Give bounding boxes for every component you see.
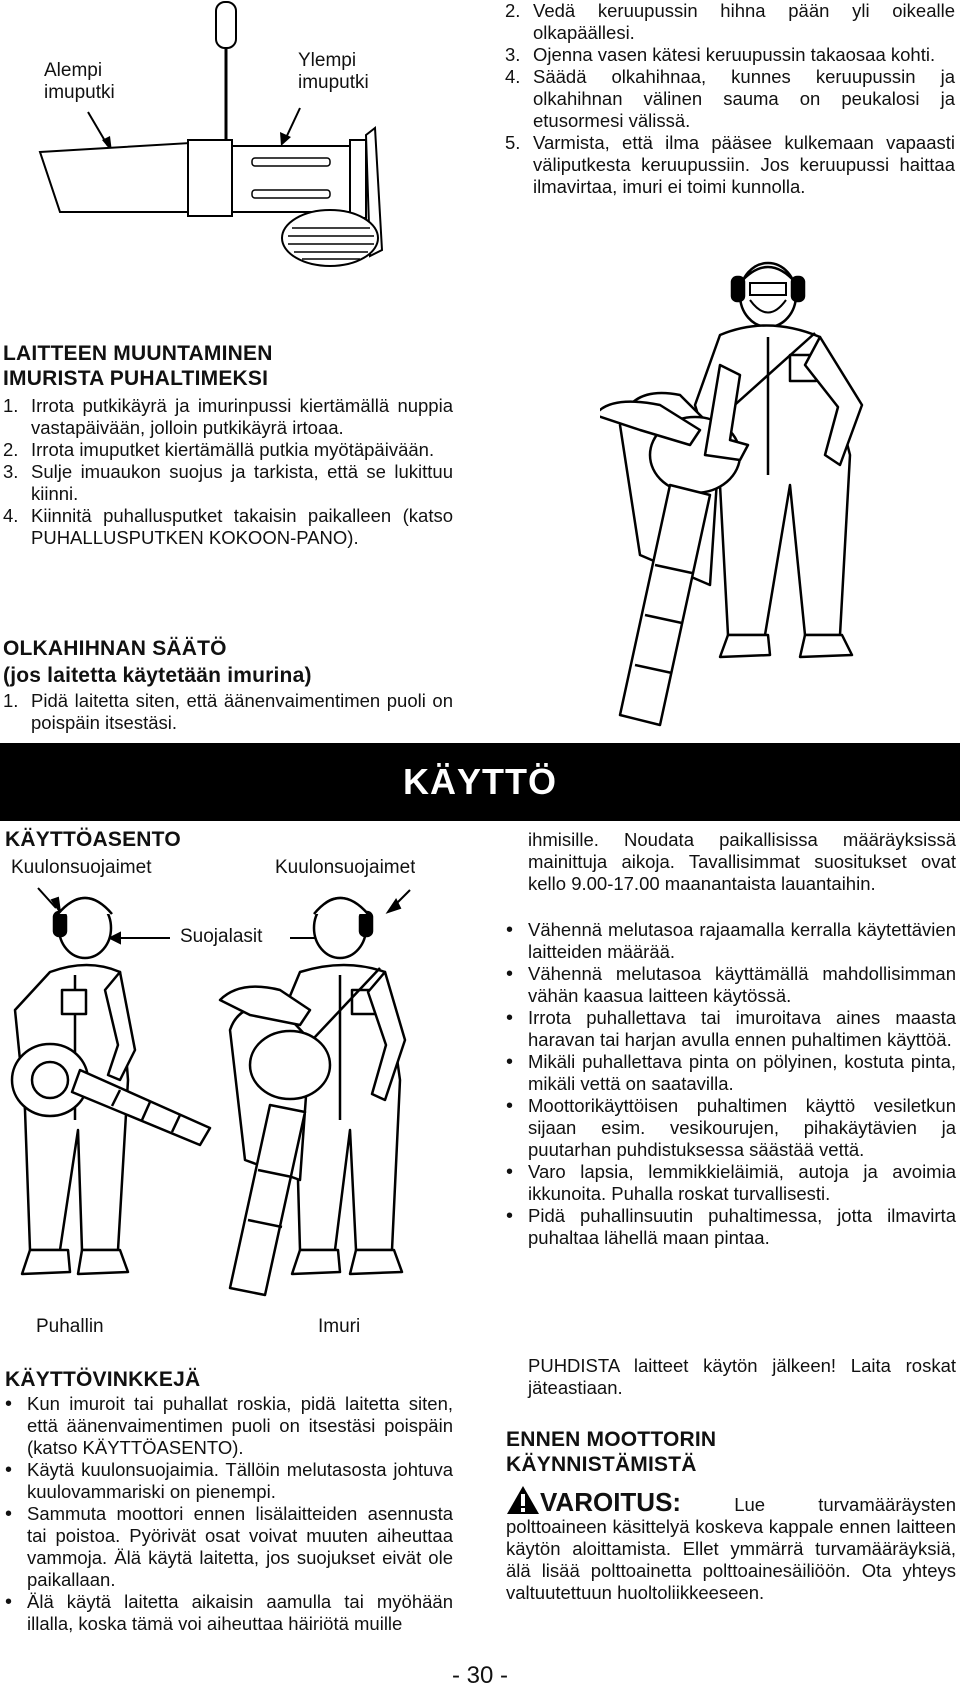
conversion-heading: LAITTEEN MUUNTAMINEN IMURISTA PUHALTIMEKSI (3, 342, 273, 390)
operator-vacuum-illustration (600, 255, 960, 735)
label-upper-tube: Ylempi imuputki (298, 50, 369, 93)
warning-block (506, 1485, 956, 1604)
attach-step: 4. Säädä olkahihnaa, kunnes keruupussin ja olkahihnan välinen sauma on peukalosi ja etusormesi välissä. (505, 66, 955, 131)
vacuum-tube-illustration (30, 0, 440, 290)
label-ear-protectors-right: Kuulonsuojaimet (275, 857, 415, 878)
tip-item: • Irrota puhallettava tai imuroitava aines maasta haravan tai harjan avulla ennen puhaltimen käyttöä. (504, 1007, 956, 1051)
warning-paragraph (506, 1485, 956, 1604)
strap-subheading: (jos laitetta käytetään imurina) (3, 664, 312, 687)
banner-title: KÄYTTÖ (403, 761, 557, 802)
strap-steps-list (3, 690, 453, 734)
strap-step: 1. Pidä laitetta siten, että äänenvaimentimen puoli on poispäin itsestäsi. (3, 690, 453, 733)
label-safety-glasses: Suojalasit (180, 926, 263, 947)
label-vacuum: Imuri (318, 1316, 361, 1337)
page-number: - 30 - (451, 1662, 508, 1689)
strap-heading: OLKAHIHNAN SÄÄTÖ (3, 637, 227, 660)
attach-steps-list (505, 0, 955, 198)
cleanup-note: PUHDISTA laitteet käytön jälkeen! Laita roskat jäteastiaan. (528, 1355, 956, 1398)
tips-continued-lead: ihmisille. Noudata paikallisissa määräyksissä mainittuja aikoja. Tavallisimmat suositukset ovat kello 9.00-17.00 maanantaista lauantaihin. (528, 829, 956, 894)
conversion-step: 1. Irrota putkikäyrä ja imurinpussi kiertämällä nuppia vastapäivään, jolloin putkikäyrä irtoaa. (3, 395, 453, 438)
warning-text: Lue turvamääräysten polttoaineen käsittelyä koskeva kappale ennen laitteen käytön aloittamista. Ellet ymmärrä turvamääräyksiä, älä lisää polttoainetta polttoainesäiliöön. Ota yhteys valtuutettuun huoltoliikkeeseen. (506, 1494, 957, 1603)
attach-step: 2. Vedä keruupussin hihna pään yli oikealle olkapäällesi. (505, 0, 955, 43)
conversion-step: 2. Irrota imuputket kiertämällä putkia myötäpäivään. (3, 439, 435, 460)
position-heading: KÄYTTÖASENTO (5, 828, 181, 851)
tip-item: • Pidä puhallinsuutin puhaltimessa, jotta ilmavirta puhaltaa lähellä maan pintaa. (504, 1205, 956, 1249)
prestart-heading: ENNEN MOOTTORIN KÄYNNISTÄMISTÄ (506, 1428, 717, 1476)
tips-list (3, 1393, 453, 1635)
operating-position-illustration (0, 880, 450, 1300)
conversion-steps-list (3, 395, 453, 549)
label-blower: Puhallin (36, 1316, 104, 1337)
conversion-step: 3. Sulje imuaukon suojus ja tarkista, että se lukittuu kiinni. (3, 461, 453, 504)
warning-word: VAROITUS: (540, 1487, 682, 1517)
tip-item: • Kun imuroit tai puhallat roskia, pidä laitetta siten, että äänenvaimentimen puoli on itsestäsi poispäin (katso KÄYTTÖASENTO). (3, 1393, 453, 1459)
tip-item: • Sammuta moottori ennen lisälaitteiden asennusta tai poistoa. Pyörivät osat voivat muuten aiheuttaa vammoja. Älä käytä laitetta, jos suojukset eivät ole paikallaan. (3, 1503, 453, 1591)
attach-step: 3. Ojenna vasen kätesi keruupussin takaosaa kohti. (505, 44, 936, 65)
warning-triangle-icon (506, 1485, 540, 1515)
attach-step: 5. Varmista, että ilma pääsee kulkemaan vapaasti väliputkesta keruupussiin. Jos keruupussi haittaa ilmavirtaa, imuri ei toimi kunnolla. (505, 132, 955, 197)
tip-item: • Älä käytä laitetta aikaisin aamulla tai myöhään illalla, koska tämä voi aiheuttaa häiriötä muille (3, 1591, 453, 1635)
tip-item: • Moottorikäyttöisen puhaltimen käyttö vesiletkun sijaan esim. vesikourujen, pihakäytävien ja puutarhan puhdistuksessa säästää vettä. (504, 1095, 956, 1161)
tips-continued-list (504, 919, 956, 1249)
tip-item: • Vähennä melutasoa rajaamalla kerralla käytettävien laitteiden määrää. (504, 919, 956, 963)
label-ear-protectors-left: Kuulonsuojaimet (11, 857, 152, 878)
tip-item: • Mikäli puhallettava pinta on pölyinen, kostuta pinta, mikäli vettä on saatavilla. (504, 1051, 956, 1095)
tip-item: • Vähennä melutasoa käyttämällä mahdollisimman vähän kaasua laitteen käytössä. (504, 963, 956, 1007)
section-banner (0, 743, 960, 821)
conversion-step: 4. Kiinnitä puhallusputket takaisin paikalleen (katso PUHALLUSPUTKEN KOKOON-PANO). (3, 505, 453, 548)
tip-item: • Varo lapsia, lemmikkieläimiä, autoja ja avoimia ikkunoita. Puhalla roskat turvallisesti. (504, 1161, 956, 1205)
label-lower-tube: Alempi imuputki (44, 60, 115, 103)
tip-item: • Käytä kuulonsuojaimia. Tällöin melutasosta johtuva kuulovammariski on pienempi. (3, 1459, 453, 1503)
tips-heading: KÄYTTÖVINKKEJÄ (5, 1368, 201, 1391)
